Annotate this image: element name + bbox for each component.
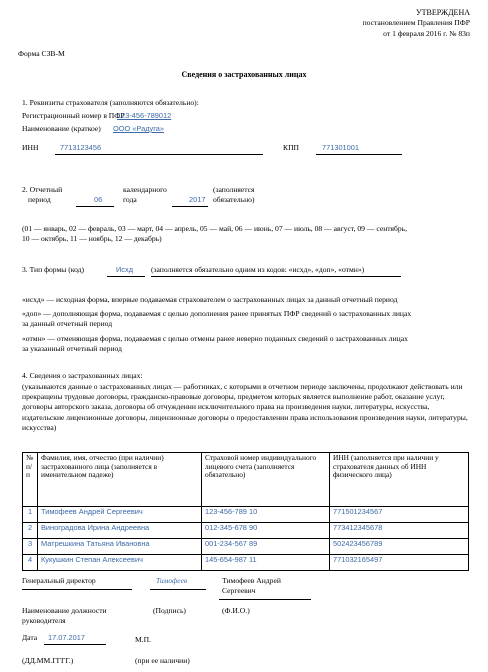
form-type-note-underline: [151, 276, 401, 277]
signature-value: Тимофеев: [156, 576, 188, 585]
short-name-value: ООО «Радуга»: [113, 124, 164, 133]
date-underline: [44, 644, 106, 645]
period-label-2: период: [28, 195, 51, 204]
section1-heading: 1. Реквизиты страхователя (заполняются обязательно):: [22, 98, 199, 107]
row-inn: 502423456789: [330, 539, 469, 555]
row-inn: 773412345678: [330, 523, 469, 539]
inn-underline: [55, 154, 263, 155]
months-legend-2: 10 — октябрь, 11 — ноябрь, 12 — декабрь): [22, 234, 162, 243]
table-row: [23, 555, 469, 571]
section4-heading: 4. Сведения о застрахованных лицах:: [22, 371, 143, 380]
form-type-note: (заполняется обязательно одним из кодов: «исхд», «доп», «отмн»): [151, 265, 365, 274]
table-row: [23, 507, 469, 523]
header-snils: Страховой номер индивидуального лицевого счета (заполняется обязательно): [202, 453, 330, 507]
director-fio-2: Сергеевич: [222, 586, 256, 595]
row-snils: 123-456-789 10: [202, 507, 330, 523]
period-note-1: (заполняется: [213, 185, 255, 194]
row-fio: Матрешкина Татьяна Ивановна: [38, 539, 202, 555]
def-dop-2: за данный отчетный период: [22, 319, 113, 328]
date-caption: (ДД.ММ.ГГГГ.): [22, 656, 74, 665]
header-number: № п/п: [23, 453, 38, 507]
year-label: года: [123, 195, 137, 204]
year-value: 2017: [189, 195, 206, 204]
section4-description: (указываются данные о застрахованных лицах — работниках, с которыми в отчетном периоде заключены, продолжают действовать или прекращены трудовые договоры, гражданско-правовые договоры, предметом которых является выполнение работ, оказание услуг, договоры авторского заказа, договоры об отчуждении исключительного права на произведения науки, литературы, искусства, издательские лицензионные договоры, лицензионные договоры о предоставлении права использования произведения науки, литературы, искусства): [22, 382, 468, 432]
short-name-label: Наименование (краткое): [22, 124, 101, 133]
row-number: 2: [23, 523, 38, 539]
form-type-label: 3. Тип формы (код): [22, 265, 85, 274]
header-inn: ИНН (заполняется при наличии у страхователя данных об ИНН физического лица): [330, 453, 469, 507]
reg-number-label: Регистрационный номер в ПФР: [22, 111, 125, 120]
row-snils: 012-345-678 90: [202, 523, 330, 539]
stamp-mark: М.П.: [135, 635, 152, 644]
def-dop-1: «доп» — дополняющая форма, подаваемая с целью дополнения ранее принятых ПФР сведений о застрахованных лицах: [22, 309, 412, 318]
kpp-underline: [316, 154, 402, 155]
period-underline: [76, 206, 114, 207]
table-row: [23, 523, 469, 539]
form-type-underline: [107, 276, 145, 277]
insured-persons-table: [22, 452, 469, 571]
def-otmn-2: за указанный отчетный период: [22, 344, 122, 353]
period-value: 06: [94, 195, 103, 204]
year-underline: [172, 206, 208, 207]
row-fio: Тимофеев Андрей Сергеевич: [38, 507, 202, 523]
row-number: 3: [23, 539, 38, 555]
form-title: Сведения о застрахованных лицах: [181, 70, 307, 79]
fio-underline: [219, 599, 311, 600]
row-snils: 145-654-987 11: [202, 555, 330, 571]
period-note-2: обязательно): [213, 195, 255, 204]
table-row: [23, 539, 469, 555]
period-label: 2. Отчетный: [22, 185, 63, 194]
kpp-value: 771301001: [322, 143, 359, 152]
row-inn: 771032165497: [330, 555, 469, 571]
table-header-row: [23, 453, 469, 507]
row-number: 1: [23, 507, 38, 523]
row-fio: Кукушкин Степан Алексеевич: [38, 555, 202, 571]
position-caption-2: руководителя: [22, 616, 66, 625]
row-inn: 771501234567: [330, 507, 469, 523]
months-legend-1: (01 — январь, 02 — февраль, 03 — март, 04 — апрель, 05 — май, 06 — июнь, 07 — июль, 08 — август, 09 — сентябрь,: [22, 224, 407, 233]
calendar-label: календарного: [123, 185, 167, 194]
signature-caption: (Подпись): [153, 606, 186, 615]
header-fio: Фамилия, имя, отчество (при наличии) застрахованного лица (заполняется в именительном падеже): [38, 453, 202, 507]
approval-line-3: от 1 февраля 2016 г. № 83п: [383, 29, 470, 38]
form-code: Форма СЗВ-М: [18, 49, 65, 58]
def-ishd: «исхд» — исходная форма, впервые подаваемая страхователем о застрахованных лицах за данный отчетный период: [22, 295, 398, 304]
date-value: 17.07.2017: [48, 633, 85, 642]
form-type-value: Исхд: [116, 265, 134, 274]
position-underline: [22, 589, 132, 590]
reg-number-value: 123-456-789012: [117, 111, 172, 120]
row-fio: Виноградова Ирина Андреевна: [38, 523, 202, 539]
kpp-label: КПП: [283, 143, 300, 152]
row-number: 4: [23, 555, 38, 571]
stamp-caption: (при ее наличии): [135, 656, 190, 665]
inn-value: 7713123456: [60, 143, 102, 152]
def-otmn-1: «отмн» — отменяющая форма, подаваемая с целью отмены ранее неверно поданных сведений о застрахованных лицах: [22, 334, 408, 343]
director-position: Генеральный директор: [22, 576, 96, 585]
approval-line-1: УТВЕРЖДЕНА: [415, 8, 470, 17]
position-caption-1: Наименование должности: [22, 606, 107, 615]
inn-label: ИНН: [22, 143, 39, 152]
approval-line-2: постановлением Правления ПФР: [362, 18, 470, 27]
director-fio-1: Тимофеев Андрей: [222, 576, 281, 585]
date-label: Дата: [22, 633, 38, 642]
signature-underline: [150, 589, 206, 590]
fio-caption: (Ф.И.О.): [222, 606, 250, 615]
row-snils: 001-234-567 89: [202, 539, 330, 555]
